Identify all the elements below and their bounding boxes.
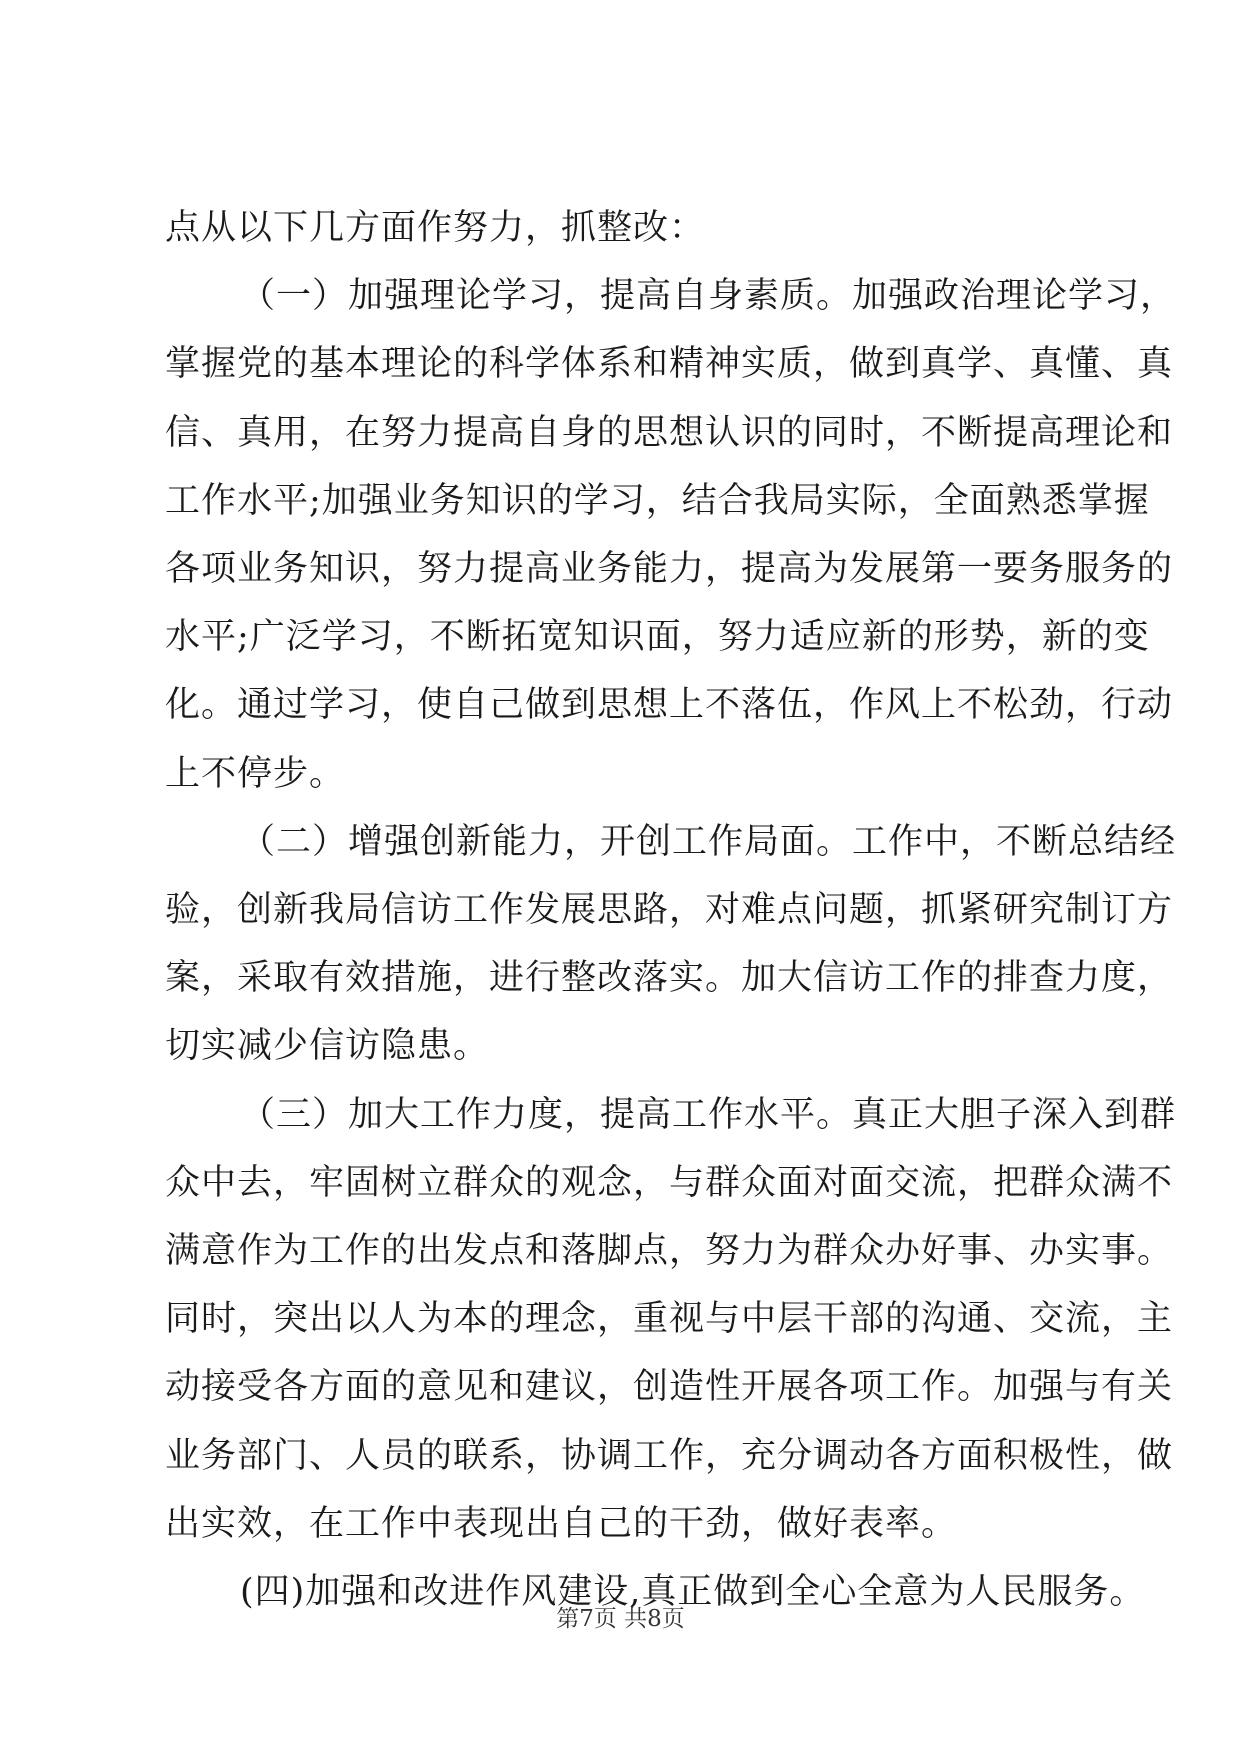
text-line: 点从以下几方面作努力，抓整改： — [165, 208, 706, 248]
text-line: 切实减少信访隐患。 — [165, 1026, 490, 1066]
text-line: 水平;广泛学习，不断拓宽知识面，努力适应新的形势，新的变 — [165, 617, 1150, 657]
text-line: （三）加大工作力度，提高工作水平。真正大胆子深入到群 — [240, 1095, 1177, 1135]
text-line: 上不停步。 — [165, 754, 346, 794]
text-line: 满意作为工作的出发点和落脚点，努力为群众办好事、办实事。 — [165, 1231, 1174, 1271]
text-line: 化。通过学习，使自己做到思想上不落伍，作风上不松劲，行动 — [165, 685, 1174, 725]
text-line: 掌握党的基本理论的科学体系和精神实质，做到真学、真懂、真 — [165, 344, 1174, 384]
text-line: 验，创新我局信访工作发展思路，对难点问题，抓紧研究制订方 — [165, 890, 1174, 930]
text-line: （二）增强创新能力，开创工作局面。工作中，不断总结经 — [240, 822, 1177, 862]
text-line: 工作水平;加强业务知识的学习，结合我局实际，全面熟悉掌握 — [165, 481, 1150, 521]
text-line: （一）加强理论学习，提高自身素质。加强政治理论学习， — [240, 276, 1177, 316]
text-line: 案，采取有效措施，进行整改落实。加大信访工作的排查力度， — [165, 958, 1174, 998]
page-footer: 第7页 共8页 — [556, 1606, 685, 1632]
text-line: (四)加强和改进作风建设,真正做到全心全意为人民服务。 — [240, 1572, 1146, 1612]
text-line: 同时，突出以人为本的理念，重视与中层干部的沟通、交流，主 — [165, 1299, 1174, 1339]
text-line: 动接受各方面的意见和建议，创造性开展各项工作。加强与有关 — [165, 1367, 1174, 1407]
text-line: 各项业务知识，努力提高业务能力，提高为发展第一要务服务的 — [165, 549, 1174, 589]
text-line: 信、真用，在努力提高自身的思想认识的同时，不断提高理论和 — [165, 413, 1174, 453]
text-line: 出实效，在工作中表现出自己的干劲，做好表率。 — [165, 1504, 958, 1544]
text-line: 众中去，牢固树立群众的观念，与群众面对面交流，把群众满不 — [165, 1163, 1174, 1203]
text-line: 业务部门、人员的联系，协调工作，充分调动各方面积极性，做 — [165, 1436, 1174, 1476]
